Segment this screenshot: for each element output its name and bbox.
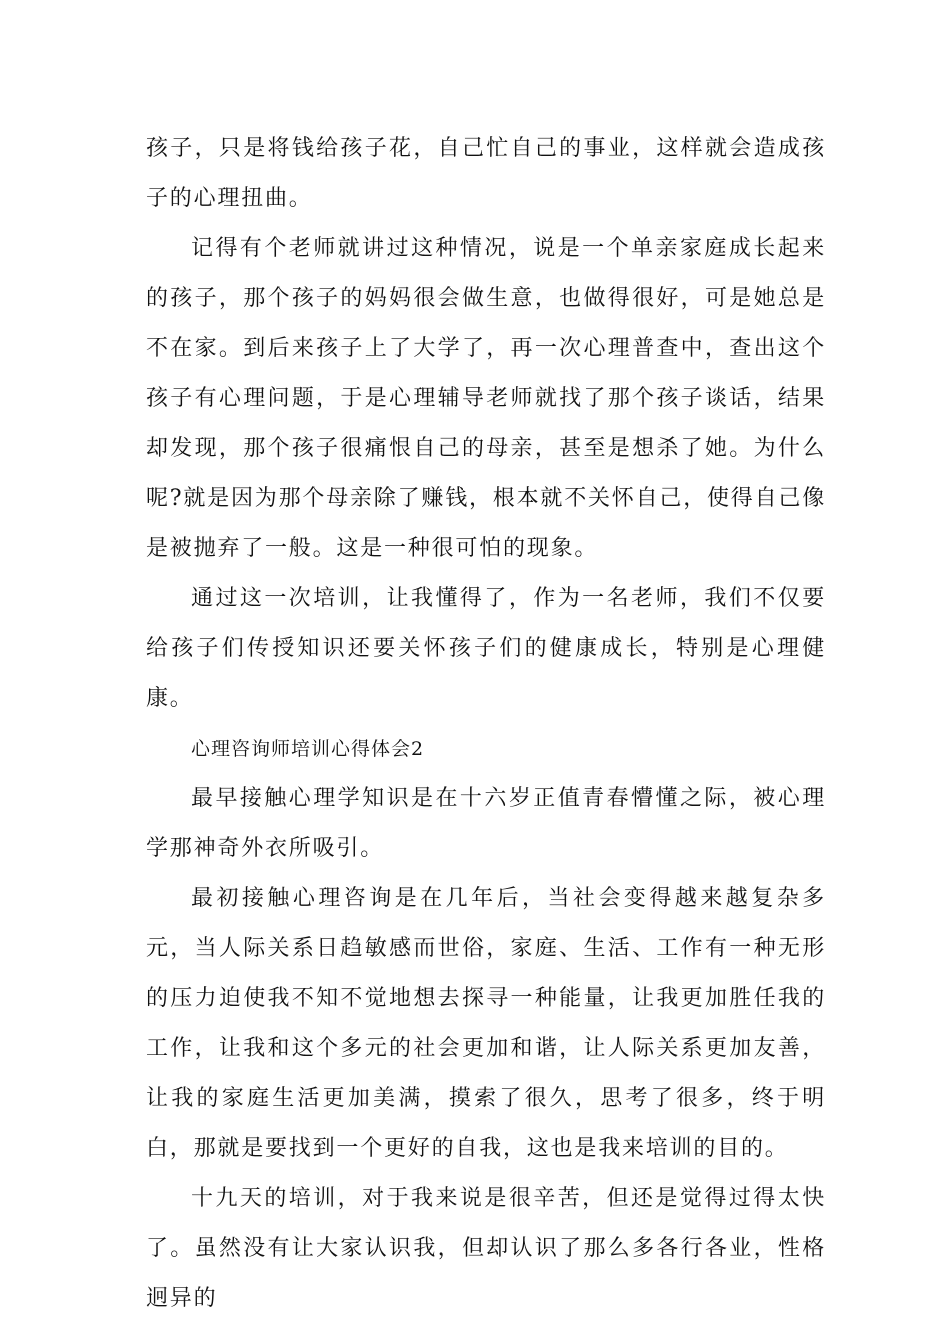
paragraph: 孩子，只是将钱给孩子花，自己忙自己的事业，这样就会造成孩子的心理扭曲。 xyxy=(146,136,826,211)
paragraph: 最初接触心理咨询是在几年后，当社会变得越来越复杂多元，当人际关系日趋敏感而世俗，家庭、生活、工作有一种无形的压力迫使我不知不觉地想去探寻一种能量，让我更加胜任我的工作，让我和这个多元的社会更加和谐，让人际关系更加友善，让我的家庭生活更加美满，摸索了很久，思考了很多，终于明白，那就是要找到一个更好的自我，这也是我来培训的目的。 xyxy=(146,886,826,1161)
paragraph: 十九天的培训，对于我来说是很辛苦，但还是觉得过得太快了。虽然没有让大家认识我，但却认识了那么多各行各业，性格迥异的 xyxy=(146,1186,826,1311)
section-heading: 心理咨询师培训心得体会2 xyxy=(191,738,425,760)
document-body xyxy=(146,124,826,1324)
paragraph: 最早接触心理学知识是在十六岁正值青春懵懂之际，被心理学那神奇外衣所吸引。 xyxy=(146,786,826,861)
paragraph: 通过这一次培训，让我懂得了，作为一名老师，我们不仅要给孩子们传授知识还要关怀孩子们的健康成长，特别是心理健康。 xyxy=(146,586,826,711)
paragraph: 记得有个老师就讲过这种情况，说是一个单亲家庭成长起来的孩子，那个孩子的妈妈很会做生意，也做得很好，可是她总是不在家。到后来孩子上了大学了，再一次心理普查中，查出这个孩子有心理问题，于是心理辅导老师就找了那个孩子谈话，结果却发现，那个孩子很痛恨自己的母亲，甚至是想杀了她。为什么呢?就是因为那个母亲除了赚钱，根本就不关怀自己，使得自己像是被抛弃了一般。这是一种很可怕的现象。 xyxy=(146,236,826,561)
